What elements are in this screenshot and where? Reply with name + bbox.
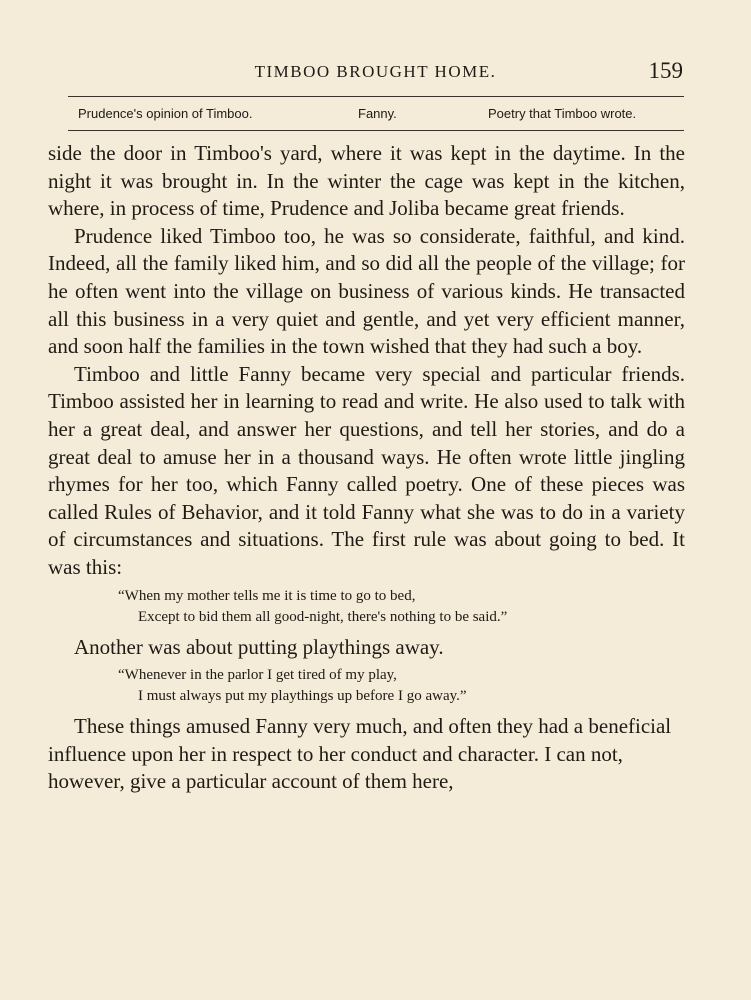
paragraph-prudence: Prudence liked Timboo too, he was so considerate, faithful, and kind. Indeed, all the family liked him, and so did all the people of the village; for he often went into the village on business of various kinds. He transacted all this business in a very quiet and gentle, and yet very efficient manner, and soon half the families in the town wished that they had such a boy. bbox=[48, 223, 685, 359]
page-number: 159 bbox=[648, 58, 683, 83]
verse-line: I must always put my playthings up before I go away.” bbox=[138, 688, 467, 705]
verse-line: “When my mother tells me it is time to go to bed, bbox=[118, 587, 416, 604]
top-rule bbox=[68, 96, 684, 97]
bottom-rule bbox=[68, 130, 684, 131]
topic-center: Fanny. bbox=[358, 106, 397, 121]
paragraph-playthings: Another was about putting playthings away. bbox=[74, 634, 444, 659]
verse-line: Except to bid them all good-night, there's nothing to be said.” bbox=[138, 608, 508, 625]
topic-right: Poetry that Timboo wrote. bbox=[488, 106, 637, 121]
running-title: TIMBOO BROUGHT HOME. bbox=[254, 62, 497, 81]
paragraph-influence: These things amused Fanny very much, and often they had a beneficial influence upon her in respect to her conduct and character. I can not, however, give a particular account of them here, bbox=[48, 714, 672, 794]
running-head bbox=[0, 58, 751, 88]
topic-headings bbox=[72, 106, 682, 126]
verse-line: “Whenever in the parlor I get tired of my play, bbox=[118, 667, 397, 684]
paragraph-fanny: Timboo and little Fanny became very special and particular friends. Timboo assisted her in learning to read and write. He also used to talk with her a great deal, and answer her questions, and tell her stories, and do a great deal to amuse her in a thousand ways. He often wrote little jingling rhymes for her too, which Fanny called poetry. One of these pieces was called Rules of Behavior, and it told Fanny what she was to do in a variety of circumstances and situations. The first rule was about going to bed. It was this: bbox=[48, 361, 685, 579]
topic-left: Prudence's opinion of Timboo. bbox=[78, 106, 253, 121]
verse-playthings bbox=[118, 665, 685, 707]
body-text bbox=[48, 140, 685, 796]
verse-bedtime bbox=[118, 586, 685, 628]
paragraph-continuation: side the door in Timboo's yard, where it was kept in the daytime. In the night it was brought in. In the winter the cage was kept in the kitchen, where, in process of time, Prudence and Joliba became great friends. bbox=[48, 141, 685, 221]
